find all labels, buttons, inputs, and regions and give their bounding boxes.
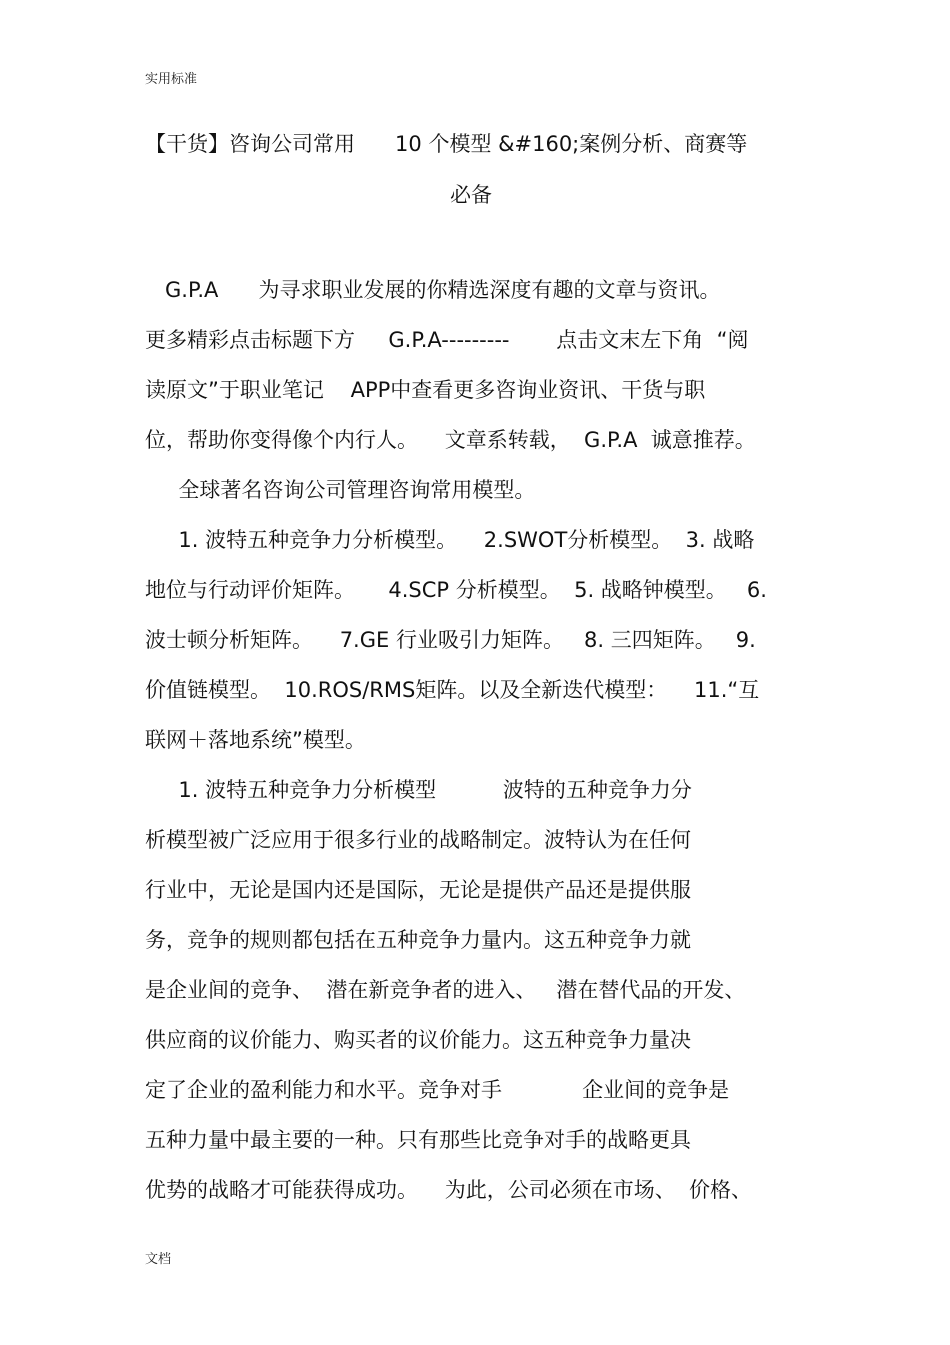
body-line: 五种力量中最主要的一种。只有那些比竞争对手的战略更具 <box>145 1128 691 1152</box>
page-footer-label: 文档 <box>145 1252 172 1267</box>
document-title-line-1: 【干货】咨询公司常用 10 个模型 &#160;案例分析、商赛等 <box>145 132 748 156</box>
body-line: 优势的战略才可能获得成功。 为此，公司必须在市场、 价格、 <box>145 1178 753 1202</box>
body-line: 定了企业的盈利能力和水平。竞争对手 企业间的竞争是 <box>145 1078 730 1102</box>
document-title-line-2: 必备 <box>450 183 492 207</box>
body-line: 1. 波特五种竞争力分析模型。 2.SWOT分析模型。 3. 战略 <box>145 528 755 552</box>
body-line: 供应商的议价能力、购买者的议价能力。这五种竞争力量决 <box>145 1028 691 1052</box>
page-header-label: 实用标准 <box>145 72 198 87</box>
body-line: 联网＋落地系统”模型。 <box>145 728 366 752</box>
body-line: 行业中，无论是国内还是国际，无论是提供产品还是提供服 <box>145 878 691 902</box>
body-line: 全球著名咨询公司管理咨询常用模型。 <box>145 478 536 502</box>
body-line: G.P.A 为寻求职业发展的你精选深度有趣的文章与资讯。 <box>145 278 721 302</box>
body-line: 位，帮助你变得像个内行人。 文章系转载， G.P.A 诚意推荐。 <box>145 428 756 452</box>
body-line: 是企业间的竞争、 潜在新竞争者的进入、 潜在替代品的开发、 <box>145 978 746 1002</box>
body-line: 1. 波特五种竞争力分析模型 波特的五种竞争力分 <box>145 778 692 802</box>
body-line: 地位与行动评价矩阵。 4.SCP 分析模型。 5. 战略钟模型。 6. <box>145 578 767 602</box>
body-line: 价值链模型。 10.ROS/RMS矩阵。以及全新迭代模型： 11.“互 <box>145 678 760 702</box>
body-line: 读原文”于职业笔记 APP中查看更多咨询业资讯、干货与职 <box>145 378 706 402</box>
body-line: 波士顿分析矩阵。 7.GE 行业吸引力矩阵。 8. 三四矩阵。 9. <box>145 628 756 652</box>
body-line: 析模型被广泛应用于很多行业的战略制定。波特认为在任何 <box>145 828 691 852</box>
body-line: 更多精彩点击标题下方 G.P.A--------- 点击文末左下角 “阅 <box>145 328 749 352</box>
body-line: 务，竞争的规则都包括在五种竞争力量内。这五种竞争力就 <box>145 928 691 952</box>
